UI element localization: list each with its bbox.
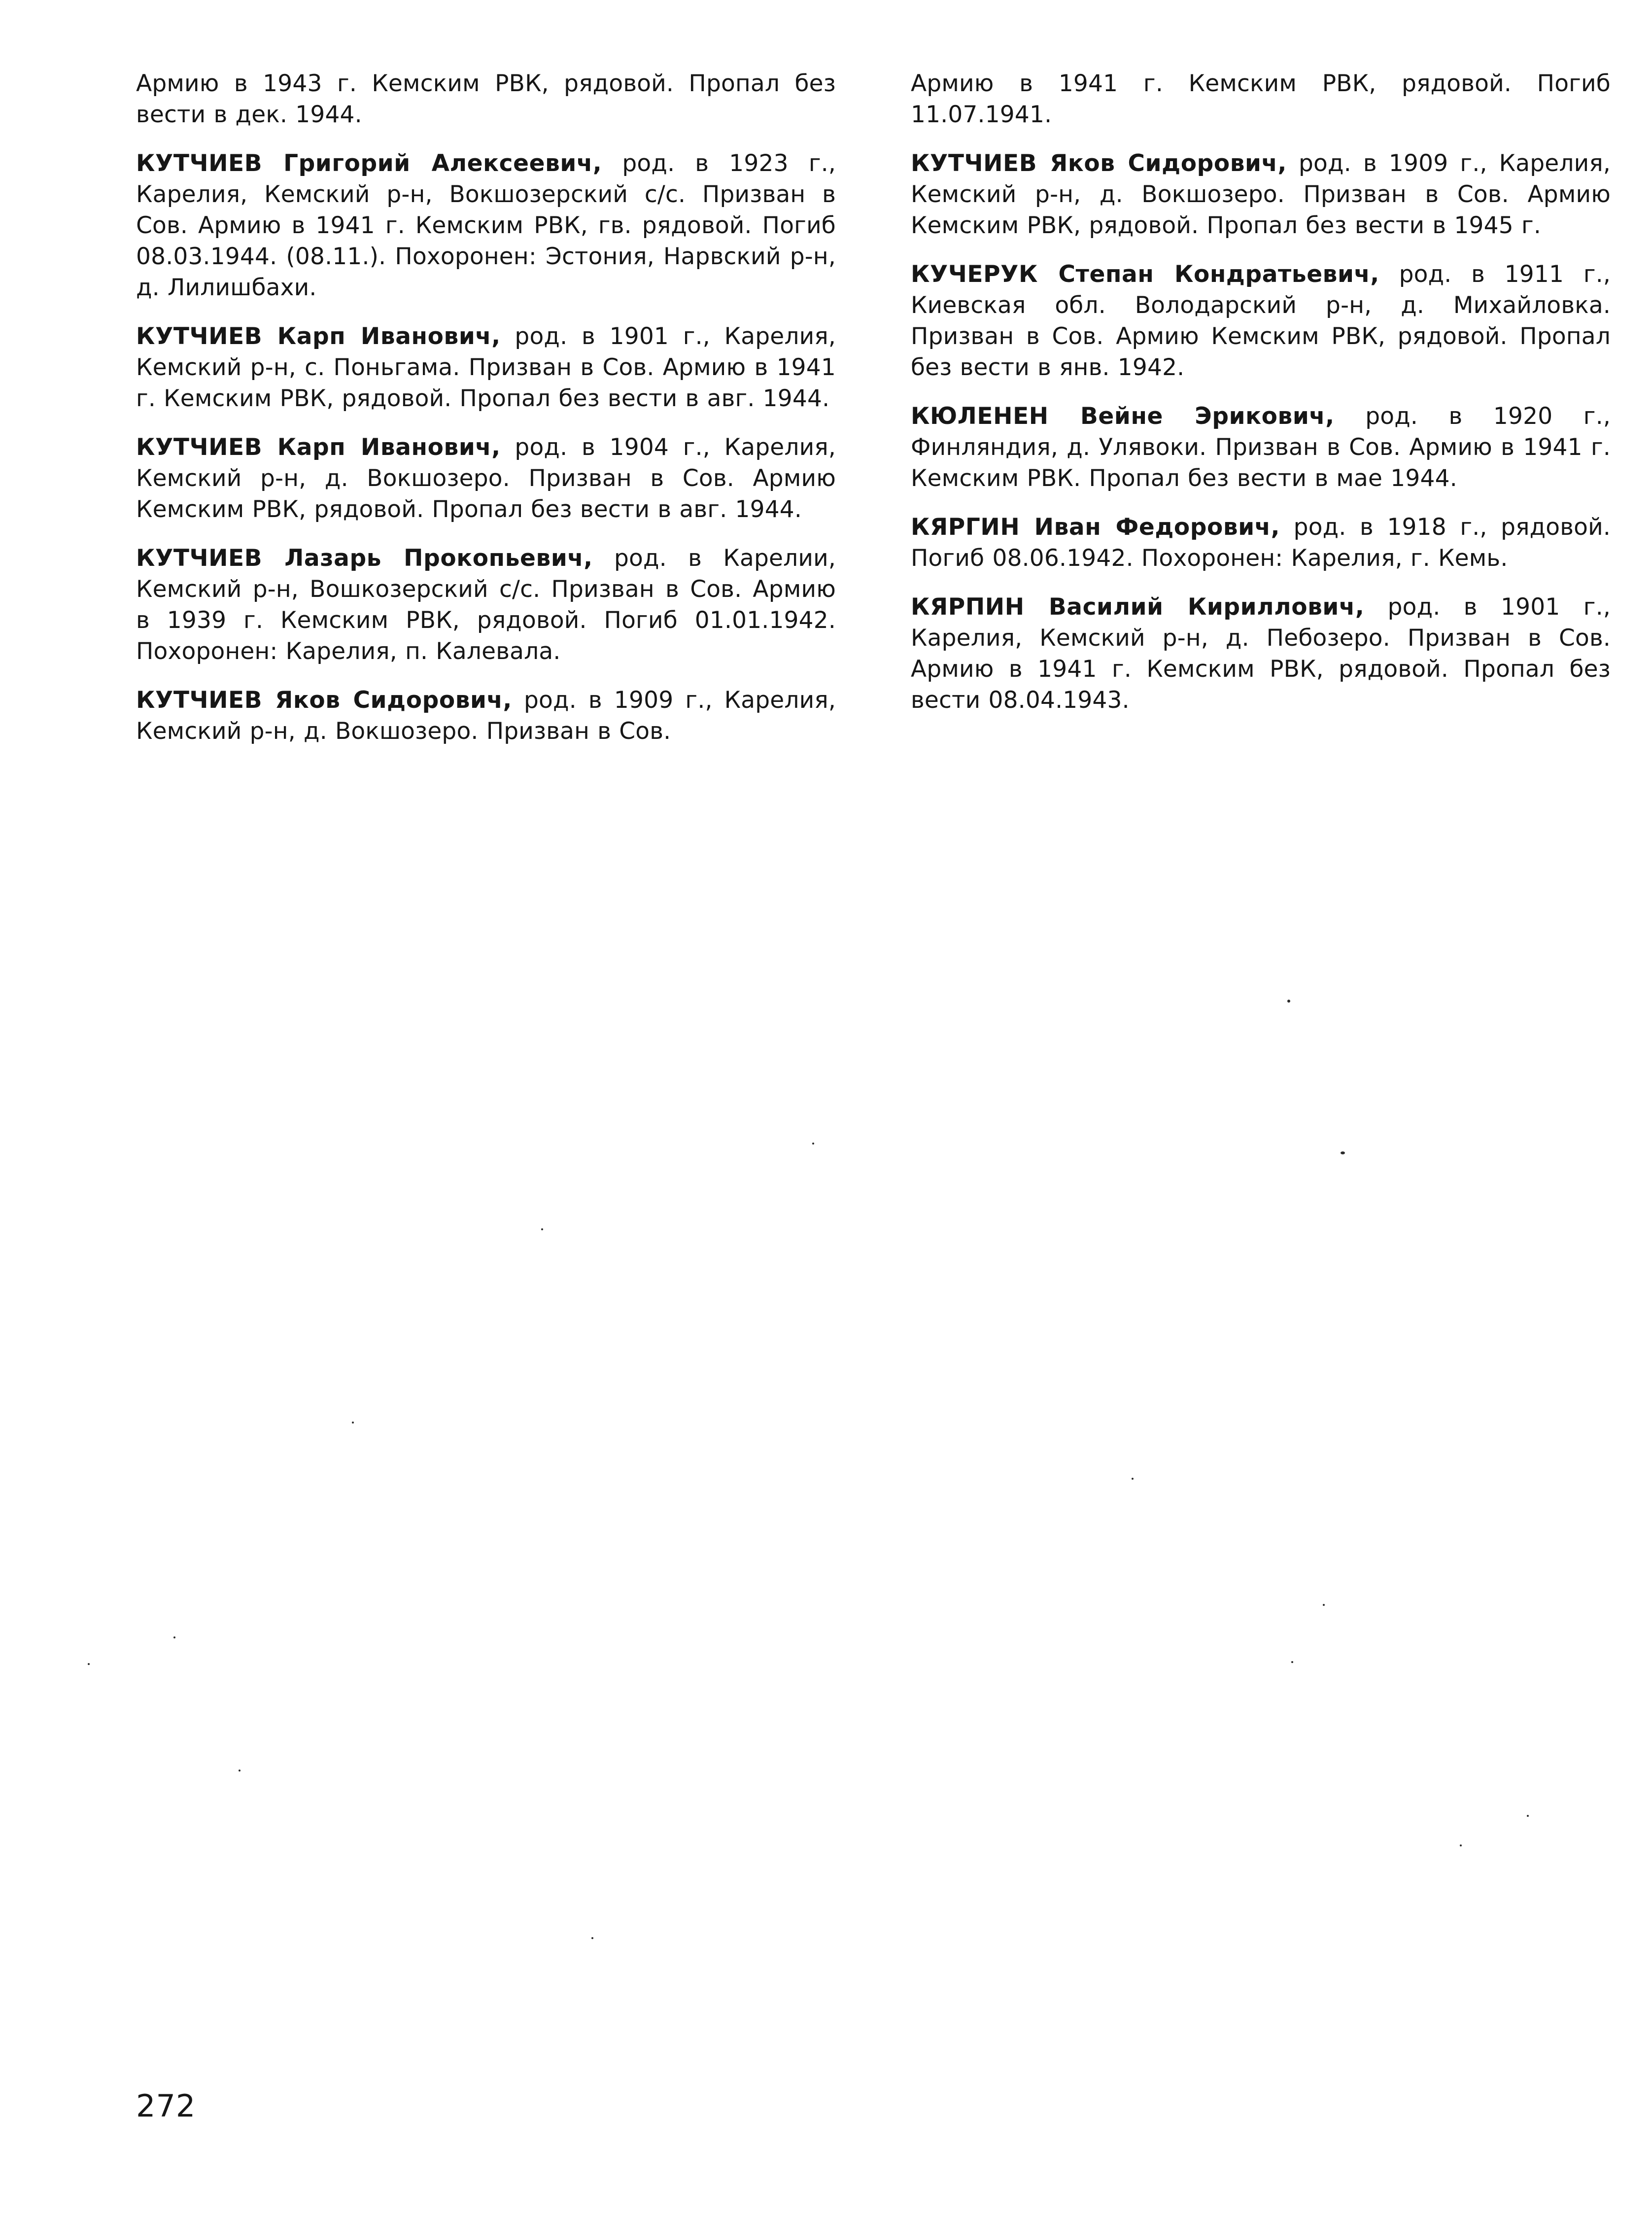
entry-name: КУТЧИЕВ Карп Иванович, bbox=[136, 434, 501, 461]
scan-speck bbox=[1323, 1604, 1325, 1606]
entry-name: КЯРГИН Иван Федорович, bbox=[911, 514, 1280, 541]
entry-name: КУТЧИЕВ Яков Сидорович, bbox=[136, 687, 512, 714]
entry-name: КУТЧИЕВ Григорий Алексеевич, bbox=[136, 150, 602, 177]
list-item bbox=[911, 401, 1611, 494]
scan-speck bbox=[352, 1422, 354, 1424]
entry-text: род. в 1909 г., Карелия, Кемский р-н, д. Вокшозеро. Призван в Сов. bbox=[136, 687, 836, 745]
list-item bbox=[136, 685, 836, 747]
entry-name: КУТЧИЕВ Карп Иванович, bbox=[136, 323, 501, 350]
left-column bbox=[136, 68, 836, 764]
scan-speck bbox=[239, 1770, 241, 1772]
entry-text: род. в 1911 г., Киевская обл. Володарский р-н, д. Михайловка. Призван в Сов. Армию Кемским РВК, рядовой. Пропал без вести в янв. 1942. bbox=[911, 261, 1611, 381]
list-item bbox=[136, 321, 836, 414]
entry-text: род. в 1901 г., Карелия, Кемский р-н, д. Пебозеро. Призван в Сов. Армию в 1941 г. Кемским РВК, рядовой. Пропал без вести 08.04.1943. bbox=[911, 593, 1611, 714]
scan-speck bbox=[1132, 1478, 1134, 1480]
scan-speck bbox=[1341, 1151, 1345, 1154]
entry-name: КУЧЕРУК Степан Кондратьевич, bbox=[911, 261, 1379, 288]
scan-speck bbox=[591, 1937, 593, 1939]
list-item bbox=[911, 148, 1611, 241]
list-item bbox=[911, 591, 1611, 716]
list-item bbox=[136, 432, 836, 525]
list-item bbox=[911, 259, 1611, 383]
list-item bbox=[911, 512, 1611, 574]
right-column bbox=[911, 68, 1611, 733]
scan-speck bbox=[1287, 1000, 1290, 1003]
scan-speck bbox=[88, 1663, 90, 1665]
entry-name: КУТЧИЕВ Яков Сидорович, bbox=[911, 150, 1287, 177]
entry-text: род. в 1904 г., Карелия, Кемский р-н, д. Вокшозеро. Призван в Сов. Армию Кемским РВК, рядовой. Пропал без вести в авг. 1944. bbox=[136, 434, 836, 523]
entry-text: род. в 1901 г., Карелия, Кемский р-н, с. Поньгама. Призван в Сов. Армию в 1941 г. Кемским РВК, рядовой. Пропал без вести в авг. 1944. bbox=[136, 323, 836, 412]
entry-name: КЮЛЕНЕН Вейне Эрикович, bbox=[911, 403, 1335, 430]
continuation-text: Армию в 1941 г. Кемским РВК, рядовой. Погиб 11.07.1941. bbox=[911, 70, 1611, 128]
scan-speck bbox=[1291, 1661, 1293, 1663]
entry-text: род. в 1920 г., Финляндия, д. Улявоки. Призван в Сов. Армию в 1941 г. Кемским РВК. Пропал без вести в мае 1944. bbox=[911, 403, 1611, 492]
entry-text: род. в 1918 г., рядовой. Погиб 08.06.1942. Похоронен: Карелия, г. Кемь. bbox=[911, 514, 1611, 572]
entry-name: КУТЧИЕВ Лазарь Прокопьевич, bbox=[136, 545, 593, 572]
scan-speck bbox=[812, 1143, 814, 1145]
scan-speck bbox=[173, 1636, 175, 1638]
entry-text: род. в 1923 г., Карелия, Кемский р-н, Вокшозерский с/с. Призван в Сов. Армию в 1941 г. Кемским РВК, гв. рядовой. Погиб 08.03.1944. (08.11.). Похоронен: Эстония, Нарвский р-н, д. Лилишбахи. bbox=[136, 150, 836, 301]
scan-speck bbox=[1460, 1844, 1462, 1846]
entry-text: род. в 1909 г., Карелия, Кемский р-н, д. Вокшозеро. Призван в Сов. Армию Кемским РВК, рядовой. Пропал без вести в 1945 г. bbox=[911, 150, 1611, 239]
entry-text: род. в Карелии, Кемский р-н, Вошкозерский с/с. Призван в Сов. Армию в 1939 г. Кемским РВК, рядовой. Погиб 01.01.1942. Похоронен: Карелия, п. Калевала. bbox=[136, 545, 836, 665]
scan-speck bbox=[1527, 1815, 1529, 1817]
list-item bbox=[136, 543, 836, 667]
scan-speck bbox=[541, 1228, 543, 1230]
list-item bbox=[136, 148, 836, 303]
entry-name: КЯРПИН Василий Кириллович, bbox=[911, 593, 1365, 621]
continuation-text: Армию в 1943 г. Кемским РВК, рядовой. Пропал без вести в дек. 1944. bbox=[136, 70, 836, 128]
page-number: 272 bbox=[136, 2088, 196, 2124]
